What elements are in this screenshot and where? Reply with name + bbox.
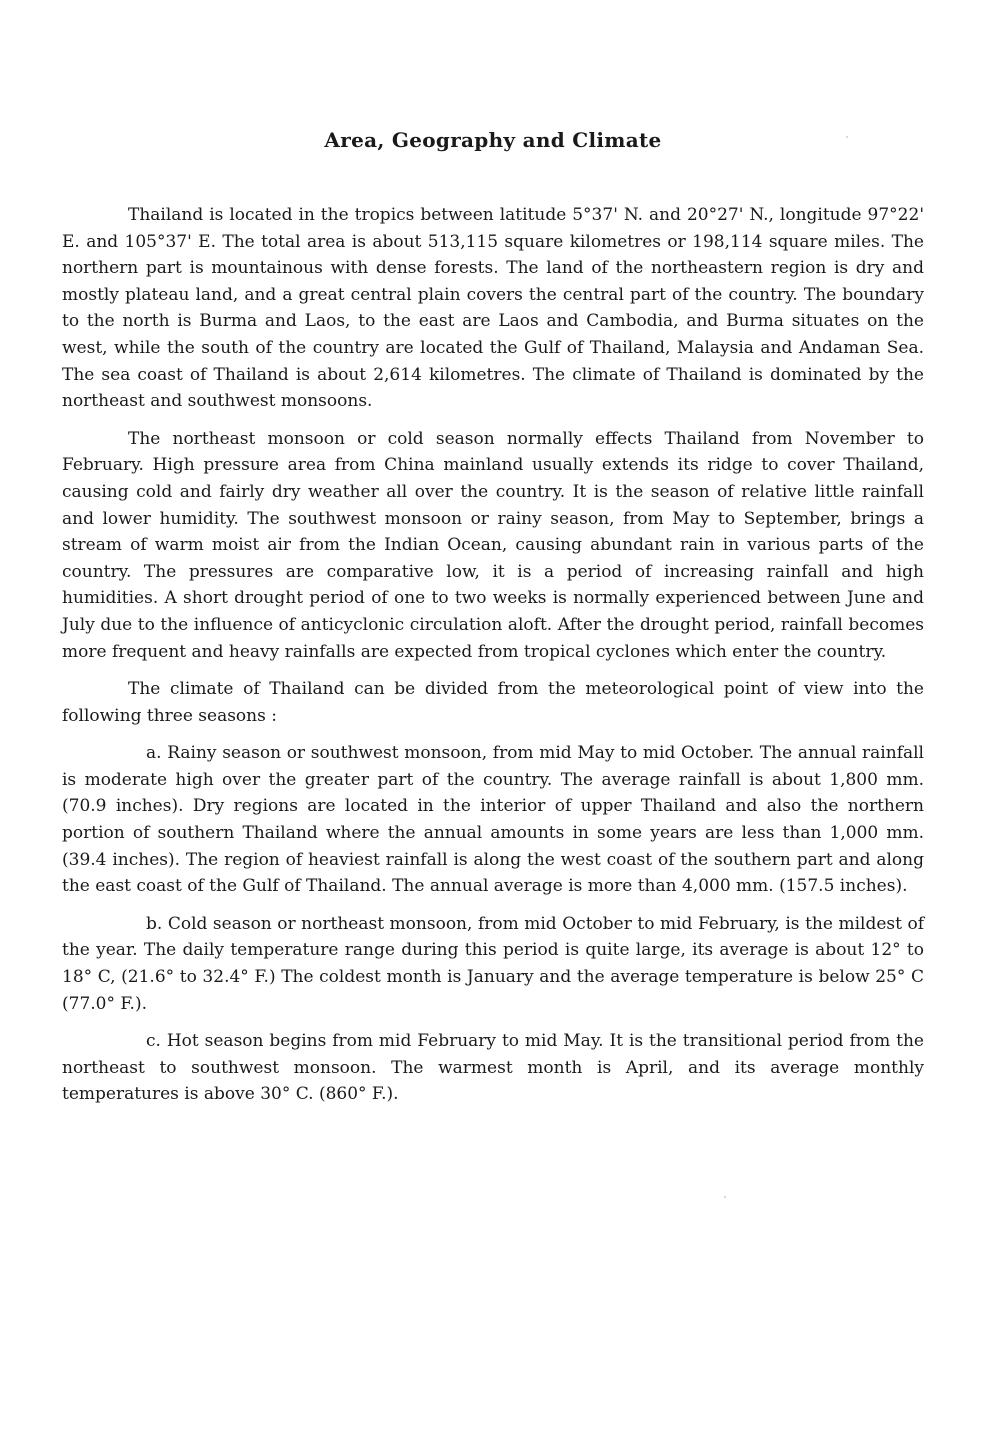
scan-speck (846, 136, 848, 138)
document-page (62, 128, 924, 1119)
paragraph-cold-season: b. Cold season or northeast monsoon, from mid October to mid February, is the mildest of the year. The daily temperature range during this period is quite large, its average is about 12° to 18° C, (21.6° to 32.4° F.) The coldest month is January and the average temperature is below 25° C (77.0° F.). (62, 913, 924, 1014)
paragraph-rainy-season: a. Rainy season or southwest monsoon, from mid May to mid October. The annual rainfall is moderate high over the greater part of the country. The average rainfall is about 1,800 mm. (70.9 inches). Dry regions are located in the interior of upper Thailand and also the northern portion of southern Thailand where the annual amounts in some years are less than 1,000 mm. (39.4 inches). The region of heaviest rainfall is along the west coast of the southern part and along the east coast of the Gulf of Thailand. The annual average is more than 4,000 mm. (157.5 inches). (62, 743, 924, 897)
paragraph-monsoons: The northeast monsoon or cold season normally effects Thailand from November to February. High pressure area from China mainland usually extends its ridge to cover Thailand, causing cold and fairly dry weather all over the country. It is the season of relative little rainfall and lower humidity. The southwest monsoon or rainy season, from May to September, brings a stream of warm moist air from the Indian Ocean, causing abundant rain in various parts of the country. The pressures are comparative low, it is a period of increasing rainfall and high humidities. A short drought period of one to two weeks is normally experienced between June and July due to the influence of anticyclonic circulation aloft. After the drought period, rainfall becomes more frequent and heavy rainfalls are expected from tropical cyclones which enter the country. (62, 428, 924, 662)
paragraph-seasons-intro: The climate of Thailand can be divided from the meteorological point of view into the following three seasons : (62, 679, 924, 726)
page-title: Area, Geography and Climate (324, 128, 662, 152)
scan-speck (724, 1196, 726, 1198)
paragraph-geography: Thailand is located in the tropics between latitude 5°37' N. and 20°27' N., longitude 97°22' E. and 105°37' E. The total area is about 513,115 square kilometres or 198,114 square miles. The northern part is mountainous with dense forests. The land of the northeastern region is dry and mostly plateau land, and a great central plain covers the central part of the country. The boundary to the north is Burma and Laos, to the east are Laos and Cambodia, and Burma situates on the west, while the south of the country are located the Gulf of Thailand, Malaysia and Andaman Sea. The sea coast of Thailand is about 2,614 kilometres. The climate of Thailand is dominated by the northeast and southwest monsoons. (62, 205, 924, 412)
paragraph-hot-season: c. Hot season begins from mid February to mid May. It is the transitional period from the northeast to southwest monsoon. The warmest month is April, and its average monthly temperatures is above 30° C. (860° F.). (62, 1031, 924, 1105)
